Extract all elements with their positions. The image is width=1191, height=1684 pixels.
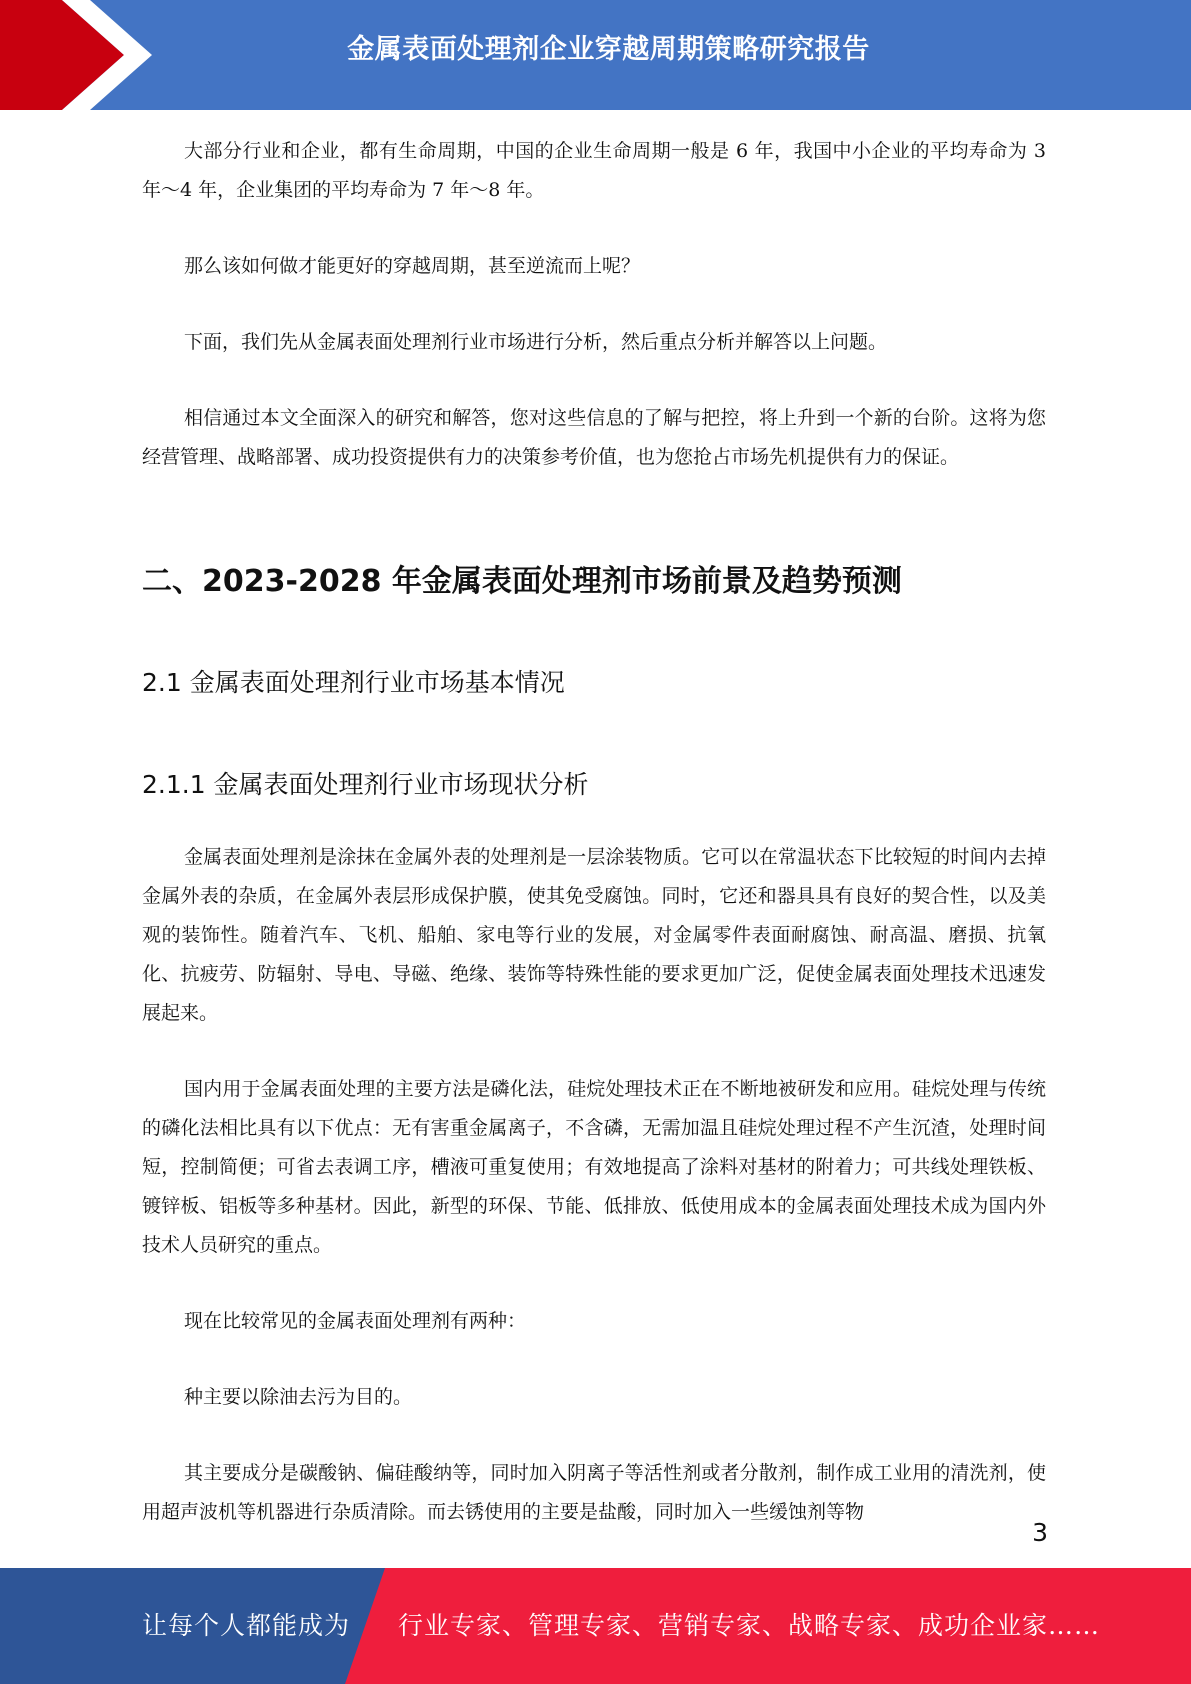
subsection-heading: 2.1 金属表面处理剂行业市场基本情况 [142,668,565,697]
page-number: 3 [1032,1518,1048,1547]
footer-banner [0,1568,1191,1684]
header-banner [0,0,1191,110]
intro-paragraph: 那么该如何做才能更好的穿越周期，甚至逆流而上呢？ [184,255,641,277]
footer-slogan-left: 让每个人都能成为 [142,1611,351,1640]
footer-slogan-right: 行业专家、管理专家、营销专家、战略专家、成功企业家…… [398,1611,1101,1640]
body-paragraph: 种主要以除油去污为目的。 [184,1386,413,1408]
body-paragraph: 国内用于金属表面处理的主要方法是磷化法，硅烷处理技术正在不断地被研发和应用。硅烷处理与传统的磷化法相比具有以下优点：无有害重金属离子，不含磷，无需加温且硅烷处理过程不产生沉渣，处理时间短，控制简便；可省去表调工序，槽液可重复使用；有效地提高了涂料对基材的附着力；可共线处理铁板、镀锌板、铝板等多种基材。因此，新型的环保、节能、低排放、低使用成本的金属表面处理技术成为国内外技术人员研究的重点。 [142,1078,1046,1256]
section-heading: 二、2023-2028 年金属表面处理剂市场前景及趋势预测 [142,564,902,599]
intro-paragraph: 大部分行业和企业，都有生命周期，中国的企业生命周期一般是 6 年，我国中小企业的平均寿命为 3 年～4 年，企业集团的平均寿命为 7 年～8 年。 [142,140,1046,201]
body-section [142,838,1046,1532]
body-paragraph: 其主要成分是碳酸钠、偏硅酸纳等，同时加入阴离子等活性剂或者分散剂，制作成工业用的清洗剂，使用超声波机等机器进行杂质清除。而去锈使用的主要是盐酸，同时加入一些缓蚀剂等物 [142,1462,1046,1523]
body-paragraph: 金属表面处理剂是涂抹在金属外表的处理剂是一层涂装物质。它可以在常温状态下比较短的时间内去掉金属外表的杂质，在金属外表层形成保护膜，使其免受腐蚀。同时，它还和器具具有良好的契合性，以及美观的装饰性。随着汽车、飞机、船舶、家电等行业的发展，对金属零件表面耐腐蚀、耐高温、磨损、抗氧化、抗疲劳、防辐射、导电、导磁、绝缘、装饰等特殊性能的要求更加广泛，促使金属表面处理技术迅速发展起来。 [142,846,1046,1024]
subsubsection-heading: 2.1.1 金属表面处理剂行业市场现状分析 [142,770,589,799]
intro-paragraph: 下面，我们先从金属表面处理剂行业市场进行分析，然后重点分析并解答以上问题。 [184,331,888,353]
intro-section [142,132,1046,477]
intro-paragraph: 相信通过本文全面深入的研究和解答，您对这些信息的了解与把控，将上升到一个新的台阶。这将为您经营管理、战略部署、成功投资提供有力的决策参考价值，也为您抢占市场先机提供有力的保证。 [142,407,1046,468]
body-paragraph: 现在比较常见的金属表面处理剂有两种： [184,1310,527,1332]
report-title: 金属表面处理剂企业穿越周期策略研究报告 [347,34,870,65]
